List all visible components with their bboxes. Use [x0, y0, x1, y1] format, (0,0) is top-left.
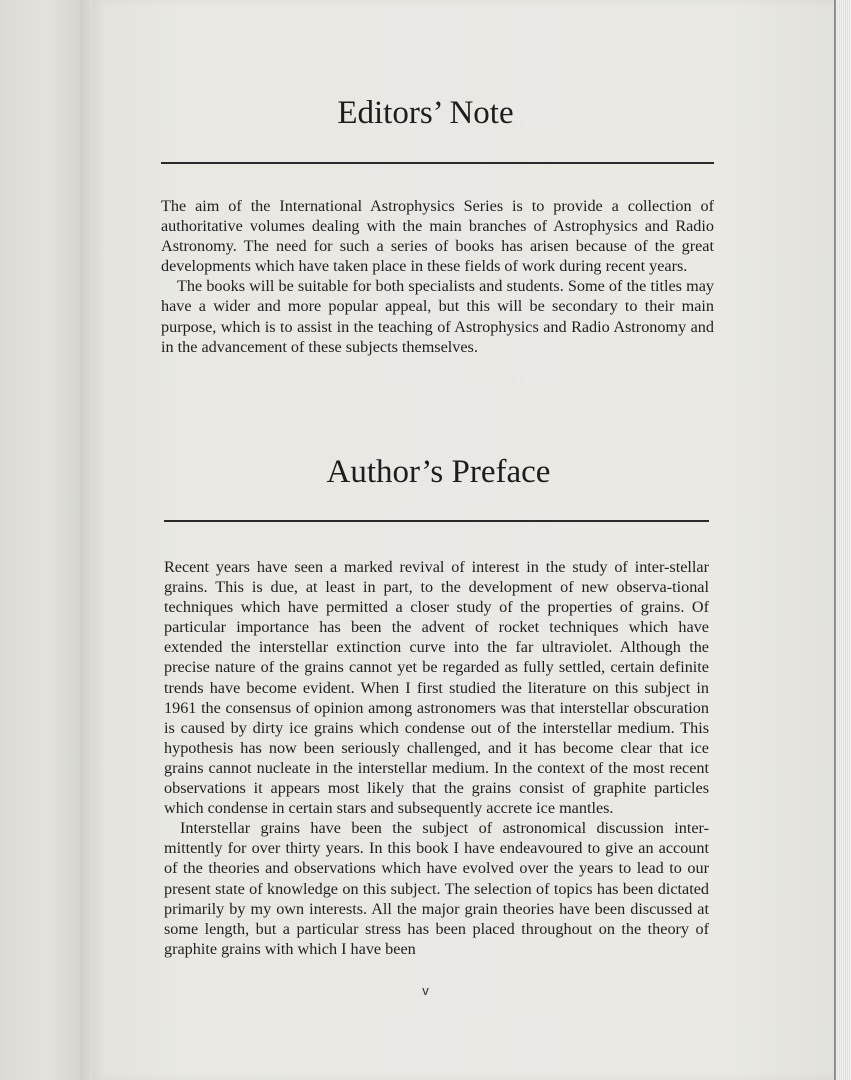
editors-note-title: Editors’ Note [337, 95, 514, 131]
authors-preface-paragraph-2: Interstellar grains have been the subject of astronomical discussion inter-mittently for over thirty years. In this book I have endeavoured to give an account of the theories and observations which have evolved over the years to lead to our present state of knowledge on this subject. The selection of topics has been dictated primarily by my own interests. All the major grain theories have been discussed at some length, but a particular stress has been placed throughout on the theory of graphite grains with which I have been [164, 819, 709, 958]
page-stack-edge [834, 0, 851, 1080]
facing-page-edge [0, 0, 86, 1080]
editors-note-rule [161, 162, 714, 164]
editors-note-paragraph-2: The books will be suitable for both specialists and students. Some of the titles may have a wider and more popular appeal, but this will be secondary to their main purpose, which is to assist in the teaching of Astrophysics and Radio Astronomy and in the advancement of these subjects themselves. [161, 277, 714, 356]
authors-preface-title: Author’s Preface [326, 454, 551, 490]
editors-note-body [161, 196, 714, 357]
authors-preface-body [164, 557, 709, 959]
authors-preface-paragraph-1: Recent years have seen a marked revival of interest in the study of inter-stellar grains. This is due, at least in part, to the development of new observa-tional techniques which have permitted a closer study of the properties of grains. Of particular importance has been the advent of rocket techniques which have extended the interstellar extinction curve into the far ultraviolet. Although the precise nature of the grains cannot yet be regarded as fully settled, certain definite trends have become evident. When I first studied the literature on this subject in 1961 the consensus of opinion among astronomers was that interstellar obscuration is caused by dirty ice grains which condense out of the interstellar medium. This hypothesis has now been seriously challenged, and it has become clear that ice grains cannot nucleate in the interstellar medium. In the context of the most recent observations it appears most likely that the grains consist of graphite particles which condense in certain stars and subsequently accrete ice mantles. [164, 558, 709, 818]
page-number: v [422, 983, 429, 998]
editors-note-paragraph-1: The aim of the International Astrophysics Series is to provide a collection of authoritative volumes dealing with the main branches of Astrophysics and Radio Astronomy. The need for such a series of books has arisen because of the great developments which have taken place in these fields of work during recent years. [161, 197, 714, 276]
authors-preface-rule [164, 520, 709, 522]
